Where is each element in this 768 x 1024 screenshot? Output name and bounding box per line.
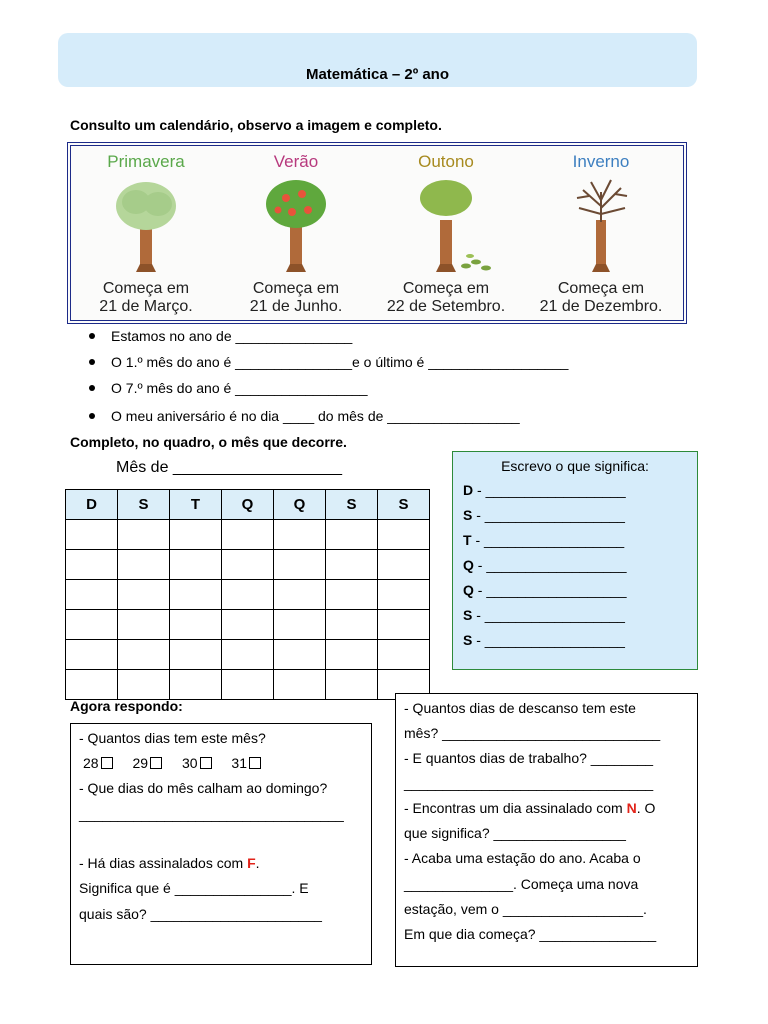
day-cell[interactable]	[222, 550, 274, 580]
checkbox-28[interactable]	[101, 757, 113, 769]
weekday-header: S	[326, 490, 378, 520]
table-instruction: Completo, no quadro, o mês que decorre.	[70, 434, 347, 450]
season-name: Inverno	[572, 152, 630, 171]
day-cell[interactable]	[66, 670, 118, 700]
day-cell[interactable]	[274, 610, 326, 640]
checkbox-30[interactable]	[200, 757, 212, 769]
weekday-header: T	[170, 490, 222, 520]
day-cell[interactable]	[378, 610, 430, 640]
month-label: Mês de ___________________	[116, 459, 342, 476]
checkbox-29[interactable]	[150, 757, 162, 769]
meaning-row: T - __________________	[463, 532, 625, 548]
summer-tree-icon	[256, 176, 336, 276]
question-meaning-line: Significa que é _______________. E	[79, 880, 309, 896]
right-question-box	[395, 693, 698, 967]
answer-line: __________________________________	[79, 806, 344, 822]
day-cell[interactable]	[170, 580, 222, 610]
weekday-meaning-box	[452, 451, 698, 670]
table-row	[66, 580, 430, 610]
table-row	[66, 550, 430, 580]
day-cell[interactable]	[66, 610, 118, 640]
day-cell[interactable]	[118, 580, 170, 610]
day-cell[interactable]	[326, 550, 378, 580]
seasons-illustration	[67, 142, 687, 324]
day-cell[interactable]	[222, 670, 274, 700]
day-cell[interactable]	[170, 520, 222, 550]
day-cell[interactable]	[326, 640, 378, 670]
day-cell[interactable]	[326, 580, 378, 610]
season-start: Começa em 21 de Junho.	[249, 280, 343, 315]
title-banner	[58, 33, 697, 87]
day-cell[interactable]	[378, 520, 430, 550]
day-cell[interactable]	[274, 670, 326, 700]
day-cell[interactable]	[66, 520, 118, 550]
day-cell[interactable]	[118, 520, 170, 550]
season-winter	[526, 146, 676, 318]
table-row	[66, 640, 430, 670]
weekday-header: Q	[274, 490, 326, 520]
day-cell[interactable]	[222, 580, 274, 610]
table-row	[66, 520, 430, 550]
meaning-row: Q - __________________	[463, 557, 627, 573]
question-line: mês? ____________________________	[404, 725, 661, 741]
day-cell[interactable]	[222, 520, 274, 550]
weekday-header: Q	[222, 490, 274, 520]
day-cell[interactable]	[66, 580, 118, 610]
question-which-line: quais são? ______________________	[79, 906, 322, 922]
day-cell[interactable]	[222, 640, 274, 670]
question-line: ________________________________	[404, 775, 654, 791]
day-cell[interactable]	[378, 640, 430, 670]
season-spring	[71, 146, 221, 318]
answer-heading: Agora respondo:	[70, 698, 183, 714]
day-cell[interactable]	[118, 550, 170, 580]
day-cell[interactable]	[274, 640, 326, 670]
weekday-header: S	[378, 490, 430, 520]
question-days-in-month: - Quantos dias tem este mês?	[79, 730, 266, 746]
question-line: - Acaba uma estação do ano. Acaba o	[404, 850, 641, 866]
question-line: ______________. Começa uma nova	[404, 876, 639, 892]
day-cell[interactable]	[326, 670, 378, 700]
meaning-row: S - __________________	[463, 632, 625, 648]
table-row	[66, 670, 430, 700]
question-line: - E quantos dias de trabalho? ________	[404, 750, 654, 766]
question-sundays: - Que dias do mês calham ao domingo?	[79, 780, 328, 796]
list-item: Estamos no ano de _______________	[88, 327, 568, 353]
meaning-row: S - __________________	[463, 607, 625, 623]
calendar-instruction: Consulto um calendário, observo a imagem e completo.	[70, 117, 442, 133]
season-summer	[221, 146, 371, 318]
day-cell[interactable]	[170, 640, 222, 670]
day-cell[interactable]	[378, 550, 430, 580]
question-marked-n: - Encontras um dia assinalado com N. O	[404, 800, 656, 816]
checkbox-31[interactable]	[249, 757, 261, 769]
calendar-table	[65, 489, 430, 700]
season-start: Começa em 22 de Setembro.	[386, 280, 506, 315]
weekday-header: D	[66, 490, 118, 520]
season-name: Outono	[418, 152, 474, 171]
question-marked-f: - Há dias assinalados com F.	[79, 855, 260, 871]
day-cell[interactable]	[326, 520, 378, 550]
season-autumn	[371, 146, 521, 318]
day-cell[interactable]	[118, 670, 170, 700]
question-line: - Quantos dias de descanso tem este	[404, 700, 636, 716]
spring-tree-icon	[106, 176, 186, 276]
page-title: Matemática – 2º ano	[305, 66, 450, 83]
day-cell[interactable]	[170, 610, 222, 640]
meaning-row: D - __________________	[463, 482, 626, 498]
day-cell[interactable]	[274, 520, 326, 550]
autumn-tree-icon	[406, 176, 496, 276]
season-name: Primavera	[107, 152, 185, 171]
day-cell[interactable]	[118, 640, 170, 670]
list-item: O 1.º mês do ano é _______________e o último é __________________	[88, 353, 568, 379]
day-cell[interactable]	[222, 610, 274, 640]
season-name: Verão	[273, 152, 319, 171]
season-start: Começa em 21 de Março.	[99, 280, 193, 315]
question-line: estação, vem o __________________.	[404, 901, 647, 917]
day-cell[interactable]	[378, 580, 430, 610]
table-header-row	[66, 490, 430, 520]
left-question-box	[70, 723, 372, 965]
table-row	[66, 610, 430, 640]
meaning-title: Escrevo o que significa:	[501, 458, 649, 474]
day-count-options: 28 29 30 31	[83, 755, 277, 771]
day-cell[interactable]	[274, 550, 326, 580]
question-list	[88, 327, 568, 433]
list-item: O meu aniversário é no dia ____ do mês de _________________	[88, 407, 568, 433]
day-cell[interactable]	[118, 610, 170, 640]
list-item: O 7.º mês do ano é _________________	[88, 379, 568, 407]
day-cell[interactable]	[274, 580, 326, 610]
meaning-row: S - __________________	[463, 507, 625, 523]
day-cell[interactable]	[170, 550, 222, 580]
question-line: Em que dia começa? _______________	[404, 926, 657, 942]
day-cell[interactable]	[170, 670, 222, 700]
day-cell[interactable]	[326, 610, 378, 640]
day-cell[interactable]	[66, 640, 118, 670]
season-start: Começa em 21 de Dezembro.	[539, 280, 663, 315]
question-line: que significa? _________________	[404, 825, 626, 841]
weekday-header: S	[118, 490, 170, 520]
meaning-row: Q - __________________	[463, 582, 627, 598]
winter-tree-icon	[561, 176, 641, 276]
day-cell[interactable]	[66, 550, 118, 580]
